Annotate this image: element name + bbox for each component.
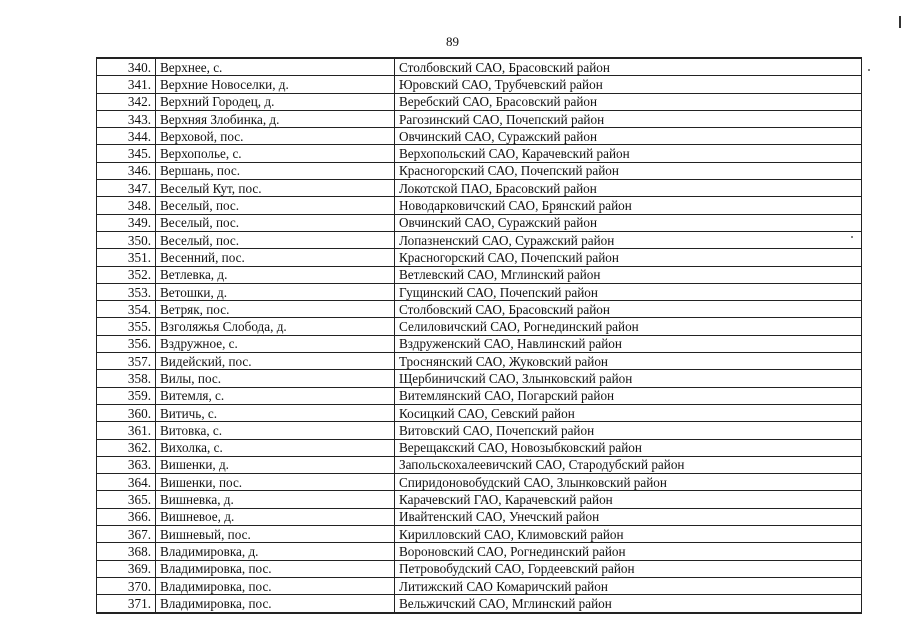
row-number: 343. [97, 110, 156, 127]
administrative-unit: Вельжичский САО, Мглинский район [395, 595, 862, 613]
table-row [97, 180, 862, 197]
table-row [97, 249, 862, 266]
administrative-unit: Карачевский ГАО, Карачевский район [395, 491, 862, 508]
row-number: 367. [97, 526, 156, 543]
page-number: 89 [446, 34, 459, 49]
table-row [97, 58, 862, 76]
table-row [97, 577, 862, 594]
table-row [97, 197, 862, 214]
settlement-name: Верхний Городец, д. [156, 93, 395, 110]
settlement-name: Ветошки, д. [156, 283, 395, 300]
row-number: 365. [97, 491, 156, 508]
administrative-unit: Красногорский САО, Почепский район [395, 162, 862, 179]
administrative-unit: Юровский САО, Трубчевский район [395, 76, 862, 93]
settlement-name: Взголяжья Слобода, д. [156, 318, 395, 335]
row-number: 354. [97, 301, 156, 318]
table-row [97, 231, 862, 248]
administrative-unit: Вороновский САО, Рогнединский район [395, 543, 862, 560]
row-number: 350. [97, 231, 156, 248]
settlement-name: Верхнее, с. [156, 58, 395, 76]
table-row [97, 474, 862, 491]
table-row [97, 526, 862, 543]
administrative-unit: Косицкий САО, Севский район [395, 404, 862, 421]
table-row [97, 214, 862, 231]
settlement-name: Верхополье, с. [156, 145, 395, 162]
scan-speck [868, 69, 870, 71]
row-number: 352. [97, 266, 156, 283]
administrative-unit: Столбовский САО, Брасовский район [395, 58, 862, 76]
administrative-unit: Ивайтенский САО, Унечский район [395, 508, 862, 525]
settlement-name: Вздружное, с. [156, 335, 395, 352]
row-number: 370. [97, 577, 156, 594]
row-number: 361. [97, 422, 156, 439]
settlement-name: Вишенки, пос. [156, 474, 395, 491]
administrative-unit: Ветлевский САО, Мглинский район [395, 266, 862, 283]
table-row [97, 491, 862, 508]
administrative-unit: Кирилловский САО, Климовский район [395, 526, 862, 543]
row-number: 358. [97, 370, 156, 387]
settlement-name: Витемля, с. [156, 387, 395, 404]
row-number: 355. [97, 318, 156, 335]
table-row [97, 301, 862, 318]
administrative-unit: Рагозинский САО, Почепский район [395, 110, 862, 127]
table-row [97, 93, 862, 110]
table-row [97, 162, 862, 179]
settlement-name: Вишневка, д. [156, 491, 395, 508]
administrative-unit: Петровобудский САО, Гордеевский район [395, 560, 862, 577]
administrative-unit: Локотской ПАО, Брасовский район [395, 180, 862, 197]
settlement-name: Весенний, пос. [156, 249, 395, 266]
administrative-unit: Верещакский САО, Новозыбковский район [395, 439, 862, 456]
row-number: 360. [97, 404, 156, 421]
row-number: 357. [97, 353, 156, 370]
administrative-unit: Вздруженский САО, Навлинский район [395, 335, 862, 352]
table-row [97, 456, 862, 473]
row-number: 347. [97, 180, 156, 197]
table-row [97, 76, 862, 93]
table-row [97, 145, 862, 162]
administrative-unit: Троснянский САО, Жуковский район [395, 353, 862, 370]
administrative-unit: Овчинский САО, Суражский район [395, 128, 862, 145]
settlement-name: Верхние Новоселки, д. [156, 76, 395, 93]
table-row [97, 439, 862, 456]
administrative-unit: Селиловичский САО, Рогнединский район [395, 318, 862, 335]
table-row [97, 543, 862, 560]
settlement-name: Верховой, пос. [156, 128, 395, 145]
row-number: 349. [97, 214, 156, 231]
row-number: 362. [97, 439, 156, 456]
row-number: 371. [97, 595, 156, 613]
settlements-table-body [97, 58, 862, 613]
table-row [97, 335, 862, 352]
row-number: 348. [97, 197, 156, 214]
table-row [97, 404, 862, 421]
row-number: 351. [97, 249, 156, 266]
row-number: 345. [97, 145, 156, 162]
settlement-name: Верхняя Злобинка, д. [156, 110, 395, 127]
table-row [97, 128, 862, 145]
row-number: 340. [97, 58, 156, 76]
table-row [97, 387, 862, 404]
administrative-unit: Овчинский САО, Суражский район [395, 214, 862, 231]
settlement-name: Вишневое, д. [156, 508, 395, 525]
settlement-name: Видейский, пос. [156, 353, 395, 370]
row-number: 346. [97, 162, 156, 179]
row-number: 342. [97, 93, 156, 110]
table-row [97, 283, 862, 300]
table-row [97, 595, 862, 613]
settlement-name: Владимировка, пос. [156, 595, 395, 613]
table-row [97, 560, 862, 577]
administrative-unit: Верхопольский САО, Карачевский район [395, 145, 862, 162]
administrative-unit: Красногорский САО, Почепский район [395, 249, 862, 266]
settlements-table [96, 57, 862, 614]
settlement-name: Вишневый, пос. [156, 526, 395, 543]
settlement-name: Владимировка, пос. [156, 577, 395, 594]
settlement-name: Вихолка, с. [156, 439, 395, 456]
row-number: 356. [97, 335, 156, 352]
administrative-unit: Спиридоновобудский САО, Злынковский район [395, 474, 862, 491]
administrative-unit: Гущинский САО, Почепский район [395, 283, 862, 300]
settlement-name: Владимировка, д. [156, 543, 395, 560]
row-number: 363. [97, 456, 156, 473]
administrative-unit: Витовский САО, Почепский район [395, 422, 862, 439]
settlement-name: Веселый, пос. [156, 231, 395, 248]
settlement-name: Вилы, пос. [156, 370, 395, 387]
administrative-unit: Витемлянский САО, Погарский район [395, 387, 862, 404]
row-number: 368. [97, 543, 156, 560]
settlement-name: Веселый Кут, пос. [156, 180, 395, 197]
margin-mark [899, 16, 901, 28]
table-row [97, 110, 862, 127]
table-row [97, 422, 862, 439]
settlement-name: Веселый, пос. [156, 214, 395, 231]
table-row [97, 353, 862, 370]
row-number: 359. [97, 387, 156, 404]
row-number: 364. [97, 474, 156, 491]
administrative-unit: Новодарковичский САО, Брянский район [395, 197, 862, 214]
settlement-name: Ветряк, пос. [156, 301, 395, 318]
administrative-unit: Веребский САО, Брасовский район [395, 93, 862, 110]
settlement-name: Ветлевка, д. [156, 266, 395, 283]
table-row [97, 318, 862, 335]
table-row [97, 370, 862, 387]
administrative-unit: Лопазненский САО, Суражский район [395, 231, 862, 248]
settlement-name: Витичь, с. [156, 404, 395, 421]
administrative-unit: Щербиничский САО, Злынковский район [395, 370, 862, 387]
row-number: 353. [97, 283, 156, 300]
table-row [97, 266, 862, 283]
settlement-name: Веселый, пос. [156, 197, 395, 214]
row-number: 344. [97, 128, 156, 145]
row-number: 341. [97, 76, 156, 93]
settlement-name: Витовка, с. [156, 422, 395, 439]
table-row [97, 508, 862, 525]
row-number: 369. [97, 560, 156, 577]
settlement-name: Вишенки, д. [156, 456, 395, 473]
administrative-unit: Запольскохалеевичский САО, Стародубский район [395, 456, 862, 473]
row-number: 366. [97, 508, 156, 525]
administrative-unit: Литижский САО Комаричский район [395, 577, 862, 594]
settlement-name: Владимировка, пос. [156, 560, 395, 577]
administrative-unit: Столбовский САО, Брасовский район [395, 301, 862, 318]
settlement-name: Вершань, пос. [156, 162, 395, 179]
